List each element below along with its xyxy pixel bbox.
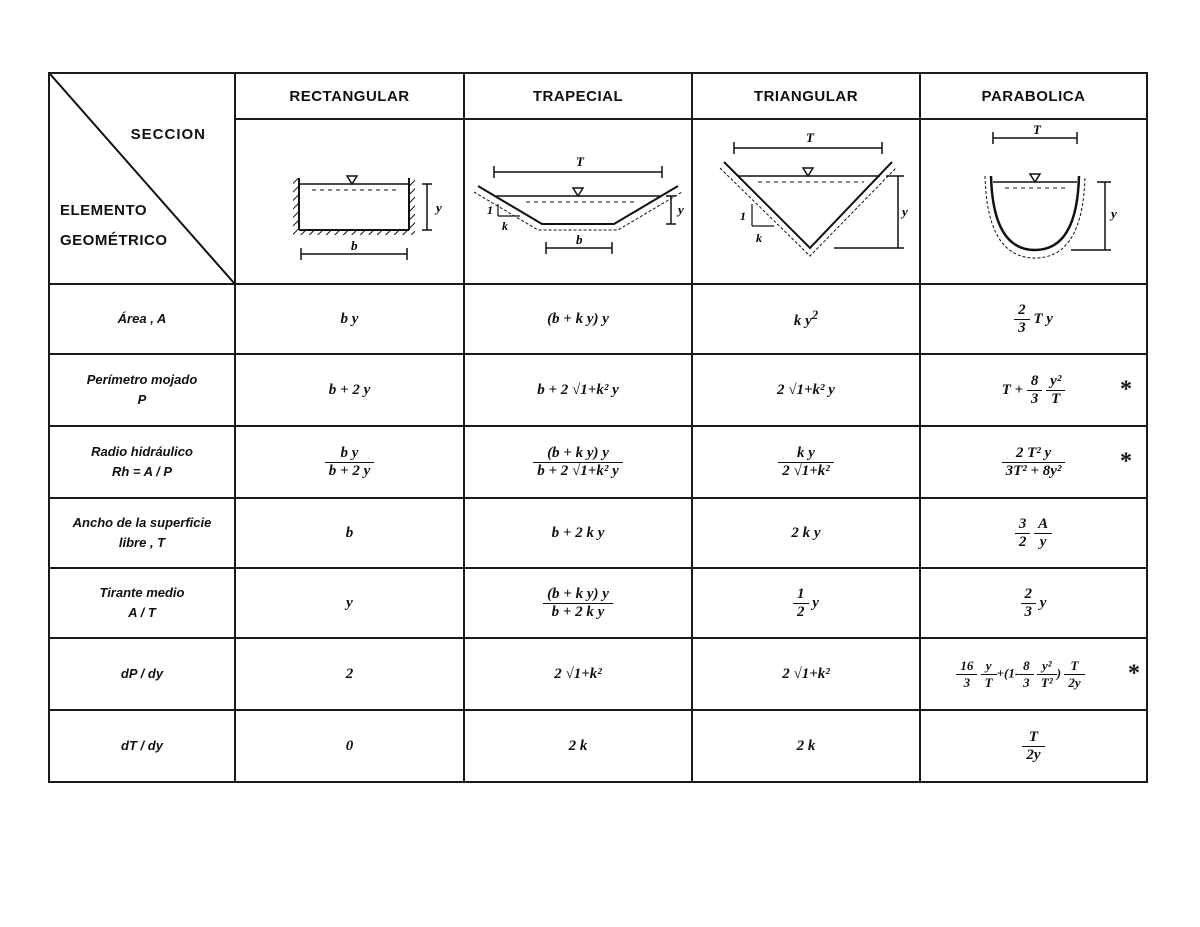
- fraction-denominator: 2y: [1068, 674, 1081, 690]
- fraction-numerator: A: [1034, 516, 1052, 534]
- col-header-triangular: TRIANGULAR: [692, 73, 920, 119]
- radius-trapezoidal: [464, 426, 692, 498]
- top-width-label-T: T: [805, 130, 814, 145]
- header-corner-cell: [49, 73, 235, 284]
- fraction-denominator: T: [1051, 390, 1061, 407]
- fraction-numerator: 2: [1021, 586, 1037, 604]
- fraction-denominator: 2 √1+k²: [782, 462, 830, 479]
- fraction: [1034, 516, 1052, 551]
- fraction-numerator: 8: [1027, 373, 1043, 391]
- fraction-numerator: b y: [325, 445, 374, 463]
- fraction-numerator: y²: [1046, 373, 1065, 391]
- area-triangular-exponent: 2: [811, 308, 819, 322]
- area-parabolic-tail: T y: [1033, 310, 1053, 327]
- depth-parabolic-tail: y: [1039, 594, 1047, 611]
- fraction-denominator: b + 2 k y: [551, 603, 605, 620]
- fraction-denominator: 3: [1030, 390, 1039, 407]
- col-header-trapecial: TRAPECIAL: [464, 73, 692, 119]
- fraction-numerator: y: [981, 658, 997, 675]
- fraction: [1015, 516, 1031, 551]
- fraction: [1037, 658, 1057, 691]
- fraction: [956, 658, 977, 691]
- fraction-numerator: y²: [1037, 658, 1057, 675]
- fraction-denominator: 2: [1018, 533, 1027, 550]
- row-label-line2: A / T: [128, 605, 156, 620]
- perimeter-parabolic: [920, 354, 1147, 426]
- slope-label-k: k: [755, 231, 762, 245]
- area-triangular-base: k y: [793, 313, 812, 329]
- depth-rectangular: y: [235, 568, 464, 638]
- fraction-numerator: 1: [793, 586, 809, 604]
- fraction-numerator: k y: [778, 445, 834, 463]
- fraction-denominator: 3: [1024, 603, 1033, 620]
- row-label-line1: dP / dy: [120, 666, 164, 681]
- approximation-asterisk: *: [1120, 376, 1132, 403]
- fraction: [543, 586, 613, 621]
- row-label-line1: Perímetro mojado: [86, 372, 198, 387]
- col-header-rectangular: RECTANGULAR: [235, 73, 464, 119]
- radius-parabolic: [920, 426, 1147, 498]
- depth-label-y: y: [677, 202, 684, 217]
- triangular-channel-drawing: [694, 120, 919, 278]
- depth-label-y: y: [1111, 206, 1117, 221]
- fraction-denominator: b + 2 y: [328, 462, 371, 479]
- row-label-line1: Radio hidráulico: [91, 444, 193, 459]
- fraction-denominator: b + 2 √1+k² y: [537, 462, 619, 479]
- parabolic-section-diagram: [920, 119, 1147, 284]
- trapezoidal-section-diagram: [464, 119, 692, 284]
- rectangular-section-diagram: [235, 119, 464, 284]
- trapezoidal-channel-drawing: [466, 120, 691, 278]
- row-label-dp-dy: [49, 638, 235, 710]
- approximation-asterisk: *: [1128, 660, 1140, 687]
- area-trapezoidal: (b + k y) y: [464, 284, 692, 354]
- dtdy-trapezoidal: 2 k: [464, 710, 692, 782]
- fraction-numerator: 16: [956, 658, 977, 675]
- rectangular-channel-drawing: [237, 120, 462, 278]
- water-level-icon: [1030, 174, 1040, 182]
- perimeter-trapezoidal: b + 2 √1+k² y: [464, 354, 692, 426]
- row-label-line1: Tirante medio: [99, 585, 185, 600]
- area-triangular: [692, 284, 920, 354]
- fraction-denominator: 3: [1018, 319, 1026, 336]
- perimeter-triangular: 2 √1+k² y: [692, 354, 920, 426]
- geometrico-label: GEOMÉTRICO: [60, 232, 168, 249]
- fraction-denominator: y: [1039, 533, 1047, 550]
- fraction: [1014, 302, 1030, 337]
- fraction-denominator: 3: [963, 674, 971, 690]
- row-label-line2: P: [137, 392, 147, 407]
- fraction-denominator: T²: [1040, 674, 1053, 690]
- bottom-width-label-b: b: [575, 232, 582, 247]
- row-label-line1: Ancho de la superficie: [72, 515, 212, 530]
- fraction-numerator: 2: [1014, 302, 1030, 320]
- row-label-area: [49, 284, 235, 354]
- fraction: [778, 445, 834, 480]
- fraction-denominator: 3T² + 8y²: [1005, 462, 1062, 479]
- row-label-surface-width: [49, 498, 235, 568]
- width-triangular: 2 k y: [692, 498, 920, 568]
- fraction: [1002, 445, 1066, 480]
- triangular-section-diagram: [692, 119, 920, 284]
- width-trapezoidal: b + 2 k y: [464, 498, 692, 568]
- width-parabolic: [920, 498, 1147, 568]
- fraction: [1027, 373, 1043, 408]
- water-level-icon: [347, 176, 357, 184]
- row-label-line2: Rh = A / P: [111, 464, 173, 479]
- top-width-label-T: T: [575, 154, 584, 169]
- row-label-perimeter: [49, 354, 235, 426]
- elemento-geometrico-label: [60, 196, 168, 256]
- slope-label-k: k: [501, 219, 508, 233]
- fraction-numerator: 8: [1019, 658, 1034, 675]
- fraction: [1021, 586, 1037, 621]
- dpdy-trapezoidal: 2 √1+k²: [464, 638, 692, 710]
- geometric-elements-table: [48, 72, 1148, 783]
- fraction-denominator: 2y: [1026, 746, 1041, 763]
- dtdy-rectangular: 0: [235, 710, 464, 782]
- depth-trapezoidal: [464, 568, 692, 638]
- area-parabolic: [920, 284, 1147, 354]
- fraction-denominator: T: [984, 674, 993, 690]
- dpdy-parabolic-mid: +(1-: [996, 664, 1020, 680]
- seccion-label: SECCION: [130, 126, 206, 143]
- width-label-b: b: [351, 238, 358, 253]
- depth-label-y: y: [901, 204, 908, 219]
- row-label-line1: dT / dy: [121, 738, 163, 753]
- fraction-numerator: 2 T² y: [1002, 445, 1066, 463]
- fraction: [533, 445, 622, 480]
- row-label-line2: libre , T: [118, 535, 166, 550]
- area-rectangular: b y: [235, 284, 464, 354]
- parabolic-channel-drawing: [921, 120, 1146, 278]
- fraction: [981, 658, 997, 691]
- slope-label-1: 1: [739, 209, 746, 223]
- depth-triangular-tail: y: [812, 594, 819, 611]
- col-header-parabolica: PARABOLICA: [920, 73, 1147, 119]
- row-label-line1: Área , A: [117, 311, 167, 326]
- dpdy-parabolic: [920, 638, 1147, 710]
- perimeter-parabolic-prefix: T +: [1001, 381, 1024, 398]
- depth-triangular: [692, 568, 920, 638]
- water-level-icon: [803, 168, 813, 176]
- top-width-label-T: T: [1033, 122, 1041, 137]
- radius-triangular: [692, 426, 920, 498]
- dtdy-triangular: 2 k: [692, 710, 920, 782]
- fraction: [1046, 373, 1065, 408]
- fraction-denominator: 2: [797, 603, 805, 620]
- radius-rectangular: [235, 426, 464, 498]
- fraction: [793, 586, 809, 621]
- row-label-hydraulic-radius: [49, 426, 235, 498]
- depth-parabolic: [920, 568, 1147, 638]
- fraction-numerator: T: [1064, 658, 1084, 675]
- fraction: [1019, 658, 1034, 691]
- slope-label-1: 1: [486, 203, 493, 217]
- water-level-icon: [573, 188, 583, 196]
- fraction: [1022, 729, 1044, 764]
- perimeter-rectangular: b + 2 y: [235, 354, 464, 426]
- fraction-denominator: 3: [1023, 674, 1030, 690]
- fraction: [325, 445, 374, 480]
- approximation-asterisk: *: [1120, 448, 1132, 475]
- fraction-numerator: 3: [1015, 516, 1031, 534]
- dpdy-parabolic-close: ): [1056, 664, 1062, 680]
- depth-label-y: y: [436, 200, 442, 215]
- elemento-label: ELEMENTO: [60, 202, 148, 219]
- fraction: [1064, 658, 1084, 691]
- dpdy-rectangular: 2: [235, 638, 464, 710]
- dpdy-triangular: 2 √1+k²: [692, 638, 920, 710]
- dtdy-parabolic: [920, 710, 1147, 782]
- width-rectangular: b: [235, 498, 464, 568]
- row-label-dt-dy: [49, 710, 235, 782]
- fraction-numerator: (b + k y) y: [543, 586, 613, 604]
- row-label-mean-depth: [49, 568, 235, 638]
- fraction-numerator: T: [1022, 729, 1044, 747]
- fraction-numerator: (b + k y) y: [533, 445, 622, 463]
